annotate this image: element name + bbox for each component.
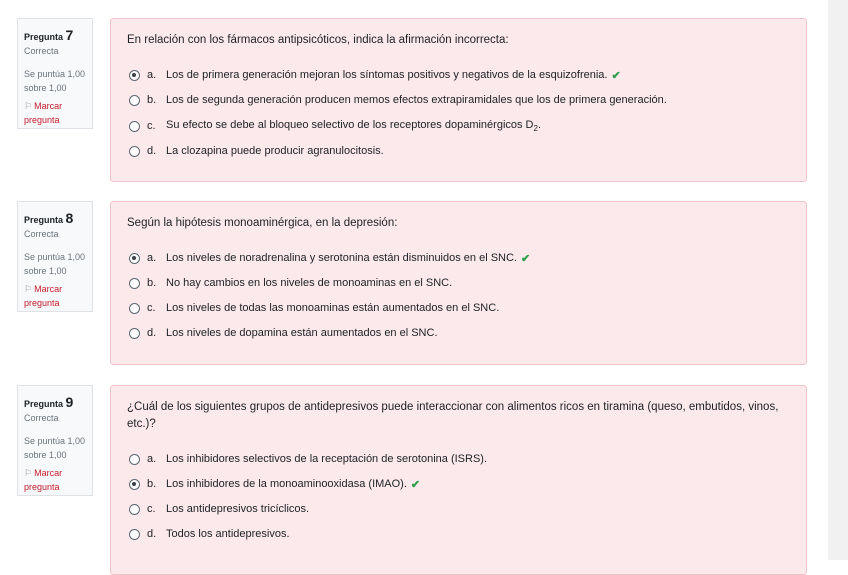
question-number: Pregunta 8 [24,210,74,226]
radio-button[interactable] [129,253,140,264]
radio-button[interactable] [129,479,140,490]
question-text: ¿Cuál de los siguientes grupos de antidepresivos puede interaccionar con alimentos ricos en tiramina (queso, embutidos, vinos, etc.)? [127,401,779,430]
question-content [110,201,807,365]
flag-question-link[interactable]: ⚐ Marcar pregunta [24,284,63,308]
flag-icon: ⚐ [24,101,33,111]
flag-question-link[interactable]: ⚐ Marcar pregunta [24,101,63,125]
check-icon: ✔ [611,69,621,82]
question-state: Correcta [24,229,59,239]
question-content [110,385,807,575]
question-grade: Se puntúa 1,00 sobre 1,00 [24,252,86,276]
radio-button[interactable] [129,95,140,106]
radio-button[interactable] [129,529,140,540]
answer-option-b[interactable]: b. Los de segunda generación producen memos efectos extrapiramidales que los de primera generación. [129,90,667,110]
answer-option-b[interactable]: b. Los inhibidores de la monoaminooxidasa (IMAO). ✔ [129,474,420,494]
question-info [17,18,93,129]
question-grade: Se puntúa 1,00 sobre 1,00 [24,436,86,460]
answer-option-a[interactable]: a. Los de primera generación mejoran los síntomas positivos y negativos de la esquizofrenia. ✔ [129,65,621,85]
question-text: En relación con los fármacos antipsicóticos, indica la afirmación incorrecta: [127,34,509,46]
flag-icon: ⚐ [24,284,33,294]
flag-question-link[interactable]: ⚐ Marcar pregunta [24,468,63,492]
answer-option-d[interactable]: d. La clozapina puede producir agranulocitosis. [129,141,384,161]
question-text: Según la hipótesis monoaminérgica, en la depresión: [127,217,398,229]
radio-button[interactable] [129,328,140,339]
radio-button[interactable] [129,121,140,132]
answer-option-c[interactable]: c. Los niveles de todas las monoaminas están aumentados en el SNC. [129,298,499,318]
page-scrollbar[interactable] [828,0,848,560]
question-state: Correcta [24,46,59,56]
check-icon: ✔ [521,252,531,265]
question-state: Correcta [24,413,59,423]
answer-option-a[interactable]: a. Los inhibidores selectivos de la receptación de serotonina (ISRS). [129,449,487,469]
answer-option-b[interactable]: b. No hay cambios en los niveles de monoaminas en el SNC. [129,273,452,293]
answer-option-a[interactable]: a. Los niveles de noradrenalina y serotonina están disminuidos en el SNC. ✔ [129,248,530,268]
flag-icon: ⚐ [24,468,33,478]
answer-option-c[interactable]: c. Los antidepresivos tricíclicos. [129,499,309,519]
answer-option-d[interactable]: d. Los niveles de dopamina están aumentados en el SNC. [129,323,438,343]
answer-option-d[interactable]: d. Todos los antidepresivos. [129,524,290,544]
question-content [110,18,807,182]
radio-button[interactable] [129,303,140,314]
question-number: Pregunta 9 [24,394,74,410]
radio-button[interactable] [129,70,140,81]
radio-button[interactable] [129,146,140,157]
question-info [17,201,93,312]
question-grade: Se puntúa 1,00 sobre 1,00 [24,69,86,93]
answer-option-c[interactable]: c. Su efecto se debe al bloqueo selectivo de los receptores dopaminérgicos $D_2$. [129,116,541,136]
radio-button[interactable] [129,278,140,289]
radio-button[interactable] [129,454,140,465]
radio-button[interactable] [129,504,140,515]
check-icon: ✔ [410,478,421,491]
question-info [17,385,93,496]
question-number: Pregunta 7 [24,27,74,43]
